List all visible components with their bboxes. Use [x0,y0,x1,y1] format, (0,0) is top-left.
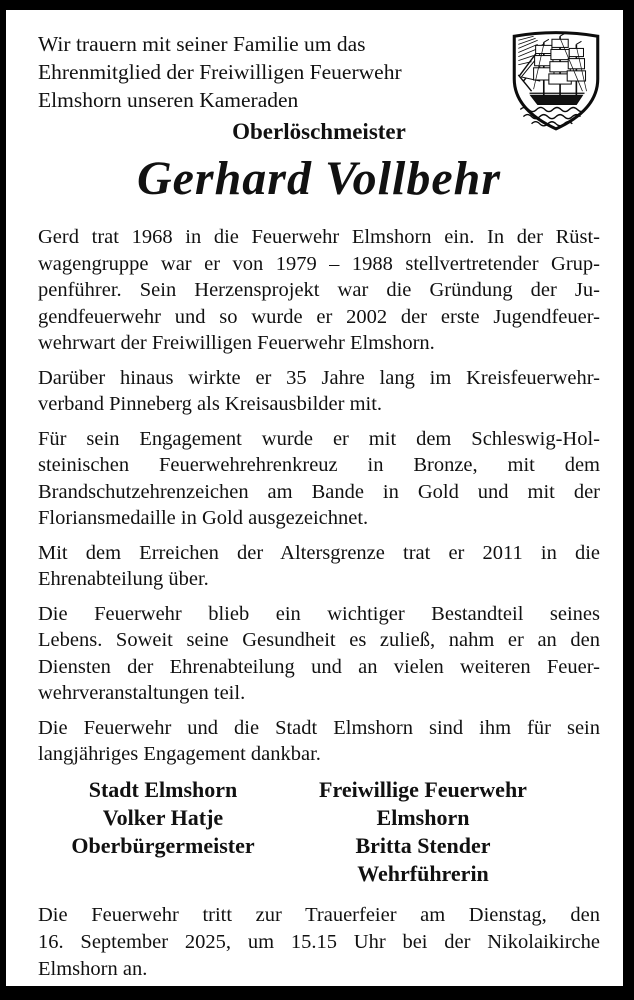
signature-line: Britta Stender [355,832,491,858]
signature-line: Oberbürgermeister [71,832,255,858]
paragraph [38,365,600,418]
signatures [38,776,600,888]
paragraph-line: steinischen Feuerwehrehrenkreuz in Bronze, mit dem [38,454,600,476]
paragraph [38,540,600,593]
closing-line: Elmshorn an. [38,957,148,980]
elmshorn-coat-of-arms-icon [505,24,607,136]
paragraph-line: Ehrenabteilung über. [38,568,209,590]
signature-column-gap [288,776,318,888]
signature-line: Elmshorn [376,804,470,830]
paragraph-line: Die Feuerwehr und die Stadt Elmshorn sind ihm für sein [38,716,600,739]
signature-line: Freiwillige Feuerwehr [319,776,527,802]
paragraph-line: Darüber hinaus wirkte er 35 Jahre lang im Kreisfeuerwehr- [38,366,600,389]
intro-line: Elmshorn unseren Kameraden [38,88,299,112]
paragraph-line: wehrwart der Freiwilligen Feuerwehr Elmshorn. [38,332,435,354]
signature-line: Volker Hatje [102,804,224,830]
signature-line: Wehrführerin [357,860,489,886]
paragraph-line: Die Feuerwehr blieb ein wichtiger Bestandteil seines [38,602,600,625]
paragraph-line: gendfeuerwehr und so wurde er 2002 der erste Jugendfeuer- [38,305,600,328]
paragraph-line: wehrveranstaltungen teil. [38,682,246,704]
closing-line: 16. September 2025, um 15.15 Uhr bei der Nikolaikirche [38,930,600,953]
signature-fire-brigade [318,776,528,888]
paragraph-line: Diensten der Ehrenabteilung und an vielen weiteren Feuer- [38,655,600,678]
paragraph-line: Mit dem Erreichen der Altersgrenze trat er 2011 in die [38,541,600,564]
signature-line: Stadt Elmshorn [88,776,238,802]
paragraph [38,224,600,357]
paragraph-line: penführer. Sein Herzensprojekt war die Gründung der Ju- [38,279,600,301]
paragraph-line: Lebens. Soweit seine Gesundheit es zuließ, nahm er an den [38,629,600,651]
paragraph [38,601,600,707]
body-paragraphs [38,224,600,768]
intro-line: Wir trauern mit seiner Familie um das [38,32,366,56]
notice-card [6,10,623,986]
paragraph-line: Brandschutzehrenzeichen am Bande in Gold und mit der [38,480,600,503]
paragraph-line: Floriansmedaille in Gold ausgezeichnet. [38,507,369,529]
paragraph-line: verband Pinneberg als Kreisausbilder mit. [38,393,383,415]
paragraph-line: Gerd trat 1968 in die Feuerwehr Elmshorn ein. In der Rüst- [38,226,600,248]
deceased-name: Gerhard Vollbehr [136,152,502,205]
signature-city [38,776,288,888]
paragraph [38,426,600,532]
rank-title: Oberlöschmeister [232,119,406,144]
paragraph [38,715,600,768]
paragraph-line: wagengruppe war er von 1979 – 1988 stellvertretender Grup- [38,252,600,275]
closing-paragraph [38,902,600,983]
intro-line: Ehrenmitglied der Freiwilligen Feuerwehr [38,60,402,84]
paragraph-line: langjähriges Engagement dankbar. [38,743,321,765]
closing-line: Die Feuerwehr tritt zur Trauerfeier am Dienstag, den [38,903,600,926]
paragraph-line: Für sein Engagement wurde er mit dem Schleswig-Hol- [38,427,600,450]
